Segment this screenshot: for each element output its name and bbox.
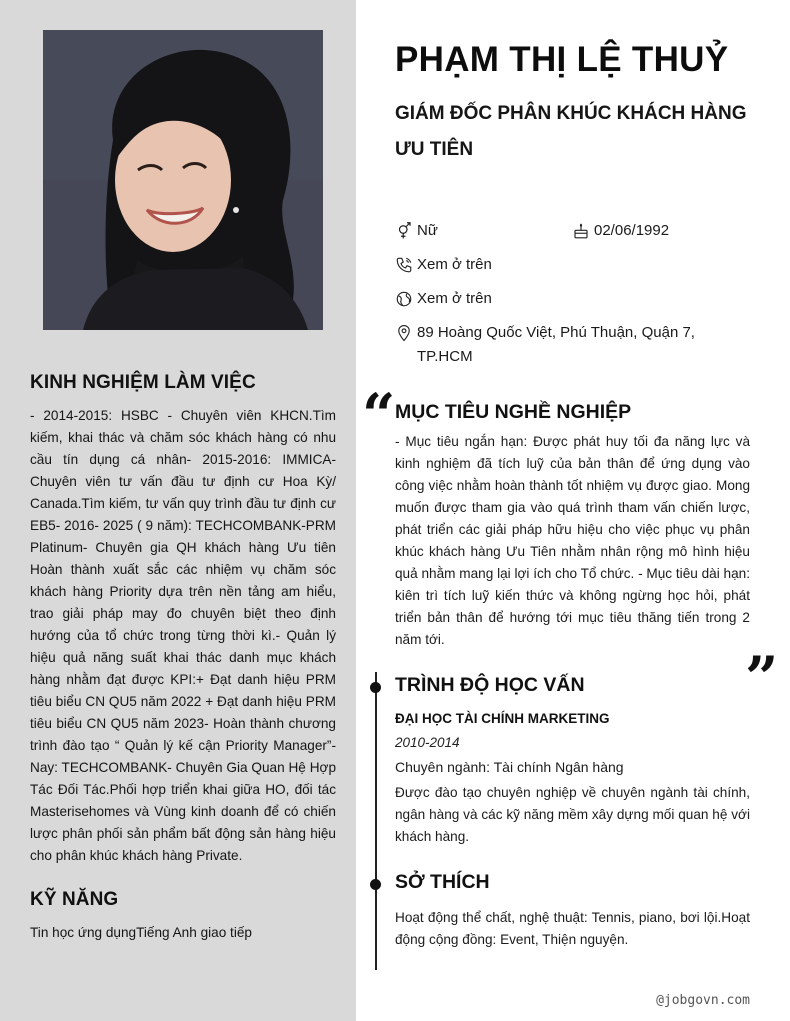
education-heading: TRÌNH ĐỘ HỌC VẤN: [395, 674, 585, 696]
cake-icon: [572, 219, 594, 243]
hobbies-text: Hoạt động thể chất, nghệ thuật: Tennis, piano, bơi lội.Hoạt động cộng đồng: Event, Thiện nguyện.: [395, 910, 750, 947]
map-pin-icon: [395, 321, 417, 345]
website-value: Xem ở trên: [417, 290, 492, 307]
timeline-dot: [370, 682, 381, 693]
timeline-dot: [370, 879, 381, 890]
website-row: [395, 287, 492, 311]
open-quote-icon: “: [362, 381, 396, 449]
gender-row: [395, 219, 438, 243]
phone-icon: [395, 253, 417, 277]
skills-heading: KỸ NĂNG: [30, 889, 119, 910]
address-row: [395, 321, 725, 369]
birthdate-value: 02/06/1992: [594, 222, 670, 239]
left-sidebar: [0, 0, 356, 1021]
phone-row: [395, 253, 492, 277]
education-description: Được đào tạo chuyên nghiệp về chuyên ngành tài chính, ngân hàng và các kỹ năng mềm xây dựng mối quan hệ với khách hàng.: [395, 785, 750, 844]
profile-photo: [43, 30, 323, 330]
gender-icon: [395, 219, 417, 243]
timeline-line: [375, 672, 377, 970]
job-title: GIÁM ĐỐC PHÂN KHÚC KHÁCH HÀNG ƯU TIÊN: [395, 103, 747, 160]
experience-text: - 2014-2015: HSBC - Chuyên viên KHCN.Tìm kiếm, khai thác và chăm sóc khách hàng có nhu cầu tín dụng cá nhân- 2015-2016: IMMICA- Chuyên viên tư vấn đầu tư định cư Hoa Kỳ/ Canada.Tìm kiếm, tư vấn quy trình đầu tư định cư EB5- 2016- 2025 ( 9 năm): TECHCOMBANK-PRM Platinum- Chuyên gia QH khách hàng Ưu tiên Hoàn thành xuất sắc các nhiệm vụ chăm sóc khách hàng Priority dựa trên nền tảng am hiểu, trao giải pháp may đo chuyên biệt theo định hướng của tổ chức trong từng thời kì.- Quản lý hiệu quả năng suất khai thác danh mục khách hàng nhằm đạt được KPI:+ Đạt danh hiệu PRM tiêu biểu CN QU5 năm 2022 + Đạt danh hiệu PRM tiêu biểu CN QU5 năm 2023- Hoàn thành chương trình đào tạo “ Quản lý kế cận Priority Manager”- Nay: TECHCOMBANK- Chuyên Gia Quan Hệ Hợp Tác Đối Tác.Phối hợp triển khai giữa HO, đối tác Masterisehomes và Vùng kinh doanh để có chiến lược phân phối sản phẩm bất động sản hàng hiệu cho phân khúc khách hàng Private.: [30, 408, 336, 863]
education-years: 2010-2014: [395, 735, 460, 750]
hobbies-heading: SỞ THÍCH: [395, 871, 490, 893]
birthdate-row: [572, 219, 669, 243]
globe-icon: [395, 287, 417, 311]
watermark: @jobgovn.com: [656, 993, 750, 1008]
objective-text: - Mục tiêu ngắn hạn: Được phát huy tối đa năng lực và kinh nghiệm đã tích luỹ của bản thân để ứng dụng vào công việc nhằm hoàn thành tốt nhiệm vụ được giao. Mong muốn được tham gia vào quá trình tham vấn chiến lược, phát triển các giải pháp hữu hiệu cho việc phục vụ phân khúc khách hàng Ưu Tiên nhằm nhân rộng mô hình hiệu quả nhằm mang lại lợi ích cho Tổ chức. - Mục tiêu dài hạn: kiên trì tích luỹ kiến thức và không ngừng học hỏi, phát triển bản thân để hướng tới mục tiêu thăng tiến trong 2 năm tới.: [395, 434, 750, 647]
candidate-name: PHẠM THỊ LỆ THUỶ: [395, 40, 729, 79]
gender-value: Nữ: [417, 222, 438, 239]
address-value: 89 Hoàng Quốc Việt, Phú Thuận, Quận 7, TP.HCM: [417, 324, 695, 365]
experience-heading: KINH NGHIỆM LÀM VIỆC: [30, 372, 256, 393]
education-school: ĐẠI HỌC TÀI CHÍNH MARKETING: [395, 711, 610, 726]
objective-heading: MỤC TIÊU NGHỀ NGHIỆP: [395, 401, 632, 423]
skills-text: Tin học ứng dụngTiếng Anh giao tiếp: [30, 925, 252, 940]
close-quote-icon: ”: [745, 644, 779, 712]
education-major: Chuyên ngành: Tài chính Ngân hàng: [395, 759, 624, 775]
phone-value: Xem ở trên: [417, 256, 492, 273]
